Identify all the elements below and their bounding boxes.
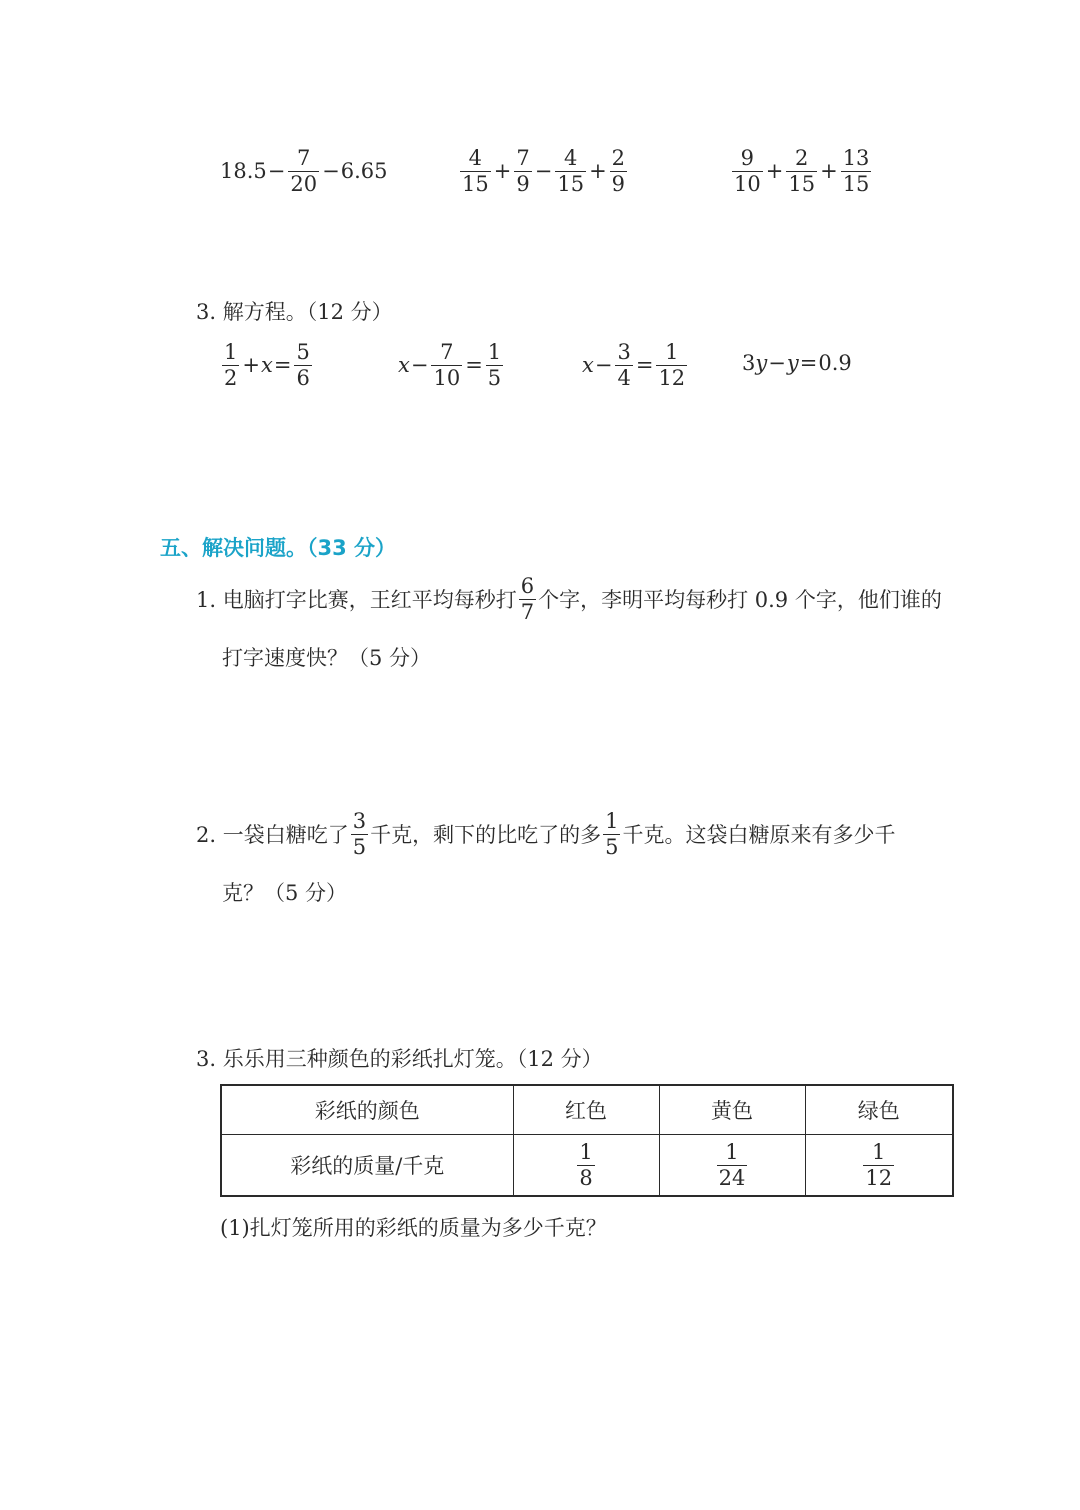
minus-sign: − xyxy=(322,159,340,183)
problem-2-line-1 xyxy=(196,808,896,859)
fraction: $\frac{3}{4}$ xyxy=(617,340,631,390)
operator: + xyxy=(765,159,784,183)
table-cell xyxy=(659,1135,805,1197)
number: 18.5 xyxy=(220,159,267,183)
fraction: $\frac{1}{8}$ xyxy=(579,1139,593,1190)
equals-sign: = xyxy=(273,353,292,377)
table-cell: 黄色 xyxy=(659,1085,805,1135)
problem-3-heading: 3. 乐乐用三种颜色的彩纸扎灯笼。（12 分） xyxy=(196,1047,603,1071)
table-cell xyxy=(513,1135,659,1197)
fraction: $\frac{1}{12}$ xyxy=(865,1139,893,1190)
problem-2-text: 2. 一袋白糖吃了 xyxy=(196,823,349,847)
table-cell xyxy=(805,1135,953,1197)
number: 0.9 xyxy=(818,351,852,375)
number: 6.65 xyxy=(340,159,388,183)
problem-1-text: 个字，李明平均每秒打 0.9 个字，他们谁的 xyxy=(538,588,942,612)
variable: x xyxy=(398,353,410,377)
fraction: $\frac{1}{12}$ xyxy=(658,340,686,390)
fraction: $\frac{1}{24}$ xyxy=(718,1139,746,1190)
variable: x xyxy=(582,353,594,377)
fraction: $\frac{6}{7}$ xyxy=(520,573,535,624)
table-cell: 红色 xyxy=(513,1085,659,1135)
fraction: $\frac{1}{5}$ xyxy=(487,340,502,390)
fraction: $\frac{9}{10}$ xyxy=(734,146,761,196)
table-row xyxy=(221,1085,953,1135)
table-cell: 绿色 xyxy=(805,1085,953,1135)
problem-2-line-2: 克？（5 分） xyxy=(222,881,348,905)
fraction: $\frac{1}{5}$ xyxy=(605,808,619,859)
equation-1 xyxy=(220,342,314,389)
calc-expression-3 xyxy=(730,148,873,195)
fraction: $\frac{2}{15}$ xyxy=(788,146,816,196)
operator: + xyxy=(493,159,512,183)
variable: y xyxy=(786,351,799,375)
problem-1-text: 1. 电脑打字比赛，王红平均每秒打 xyxy=(196,588,517,612)
question-3-heading: 3. 解方程。（12 分） xyxy=(196,300,393,324)
fraction: $\frac{13}{15}$ xyxy=(842,146,870,196)
minus-sign: − xyxy=(768,351,786,375)
fraction: $\frac{4}{15}$ xyxy=(557,146,585,196)
equation-2 xyxy=(398,342,505,389)
fraction: $\frac{7}{10}$ xyxy=(433,340,461,390)
problem-2-text: 千克。这袋白糖原来有多少千 xyxy=(622,823,896,847)
operator: + xyxy=(820,159,838,183)
fraction: $\frac{2}{9}$ xyxy=(611,146,626,196)
problem-1-line-1 xyxy=(196,573,942,624)
table-cell: 彩纸的颜色 xyxy=(221,1085,513,1135)
fraction: $\frac{4}{15}$ xyxy=(462,146,489,196)
paper-table xyxy=(220,1084,954,1197)
equals-sign: = xyxy=(799,351,818,375)
equation-4 xyxy=(742,353,852,374)
equals-sign: = xyxy=(635,353,654,377)
coefficient: 3 xyxy=(742,351,756,375)
calc-expression-2 xyxy=(458,148,629,195)
operator: − xyxy=(534,159,553,183)
fraction: $\frac{3}{5}$ xyxy=(352,808,367,859)
minus-sign: − xyxy=(267,159,286,183)
fraction: $\frac{7}{20}$ xyxy=(290,146,318,196)
minus-sign: − xyxy=(594,353,613,377)
problem-1-line-2: 打字速度快？（5 分） xyxy=(222,646,432,670)
problem-3-subquestion-1: (1)扎灯笼所用的彩纸的质量为多少千克？ xyxy=(220,1216,607,1240)
fraction: $\frac{5}{6}$ xyxy=(296,340,310,390)
table-row xyxy=(221,1135,953,1197)
section-5-title: 五、解决问题。（33 分） xyxy=(160,536,397,560)
equation-3 xyxy=(582,342,689,389)
variable: y xyxy=(755,351,768,375)
equals-sign: = xyxy=(465,353,483,377)
table-cell: 彩纸的质量/千克 xyxy=(221,1135,513,1197)
fraction: $\frac{7}{9}$ xyxy=(516,146,530,196)
problem-2-text: 千克，剩下的比吃了的多 xyxy=(370,823,602,847)
variable: x xyxy=(260,353,273,377)
minus-sign: − xyxy=(410,353,429,377)
plus-sign: + xyxy=(242,353,260,377)
fraction: $\frac{1}{2}$ xyxy=(224,340,238,390)
operator: + xyxy=(589,159,607,183)
calc-expression-1 xyxy=(220,148,387,195)
